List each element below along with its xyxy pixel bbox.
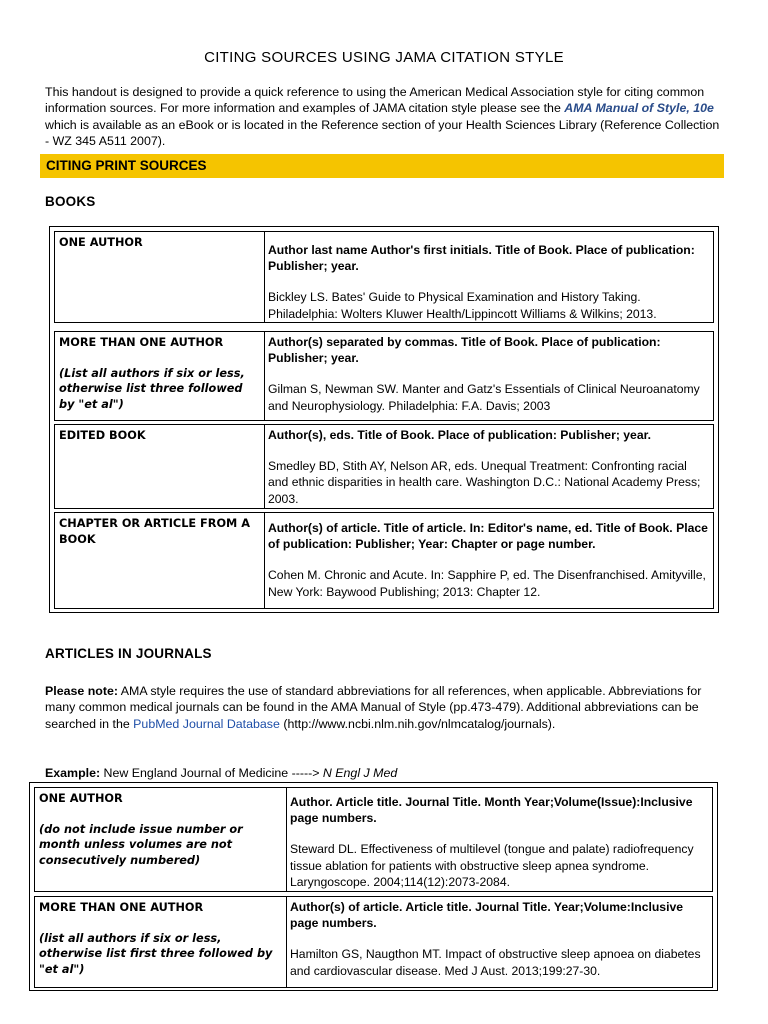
citation-format: Author(s) of article. Title of article. In: Editor's name, ed. Title of Book. Place of publication: Publisher; Year: Chapter or page number.: [268, 521, 708, 552]
row-label-note: (do not include issue number or month unless volumes are not consecutively numbered): [39, 822, 243, 867]
row-label-text: CHAPTER OR ARTICLE FROM A BOOK: [59, 517, 250, 546]
citation-example: Bickley LS. Bates' Guide to Physical Examination and History Taking. Philadelphia: Wolters Kluwer Health/Lippincott Williams & Wilkins; 2013.: [268, 290, 657, 321]
row-content: [287, 897, 712, 987]
table-row: [54, 512, 714, 609]
row-label-text: MORE THAN ONE AUTHOR: [39, 901, 204, 914]
table-row: [34, 787, 713, 892]
row-label-text: MORE THAN ONE AUTHOR: [59, 336, 224, 349]
row-label-text: ONE AUTHOR: [59, 236, 143, 249]
table-row: [54, 424, 714, 509]
row-label: [55, 232, 265, 322]
citation-format: Author(s), eds. Title of Book. Place of publication: Publisher; year.: [268, 428, 652, 442]
row-content: [265, 513, 713, 608]
citation-example: Steward DL. Effectiveness of multilevel (tongue and palate) radiofrequency tissue ablation for patients with obstructive sleep apnea syndrome. Laryngoscope. 2004;114(12):2073-2084.: [290, 842, 694, 889]
intro-text-end: which is available as an eBook or is located in the Reference section of your Health Sciences Library (Reference Collection - WZ 345 A511 2007).: [45, 117, 720, 149]
row-label-text: EDITED BOOK: [59, 429, 146, 442]
section-band: CITING PRINT SOURCES: [40, 154, 724, 178]
example-journal: New England Journal of Medicine ----->: [100, 766, 323, 780]
citation-format: Author. Article title. Journal Title. Month Year;Volume(Issue):Inclusive page numbers.: [290, 795, 693, 826]
row-label-text: ONE AUTHOR: [39, 792, 123, 805]
row-label: [55, 425, 265, 508]
intro-text: This handout is designed to provide a quick reference to using the American Medical Association style for citing common information sources. For more information and examples of JAMA citation style please see the: [45, 85, 705, 116]
row-label: [35, 897, 287, 987]
citation-example: Cohen M. Chronic and Acute. In: Sapphire P, ed. The Disenfranchised. Amityville, New York: Baywood Publishing; 2013: Chapter 12.: [268, 568, 706, 599]
citation-format: Author last name Author's first initials. Title of Book. Place of publication: Publisher; year.: [268, 243, 695, 274]
row-content: [265, 425, 713, 508]
table-row: [34, 896, 713, 988]
note-text: AMA style requires the use of standard abbreviations for all references, when applicable. Abbreviations for many common medical journals can be found in the AMA Manual of Style (pp.473-479). Additional abbreviations can be searched in the: [45, 684, 702, 731]
example-lead: Example:: [45, 766, 101, 780]
row-label: [55, 513, 265, 608]
citation-example: Gilman S, Newman SW. Manter and Gatz's Essentials of Clinical Neuroanatomy and Neurophysiology. Philadelphia: F.A. Davis; 2003: [268, 382, 700, 413]
pubmed-journal-database-link[interactable]: PubMed Journal Database: [133, 716, 280, 731]
citation-example: Hamilton GS, Naugthon MT. Impact of obstructive sleep apnoea on diabetes and cardiovascular disease. Med J Aust. 2013;199:27-30.: [290, 947, 701, 978]
articles-table: [29, 782, 718, 991]
intro-paragraph: [45, 84, 725, 150]
note-text-end: (http://www.ncbi.nlm.nih.gov/nlmcatalog/journals).: [279, 716, 556, 731]
row-label: [55, 332, 265, 420]
row-content: [265, 332, 713, 420]
citation-example: Smedley BD, Stith AY, Nelson AR, eds. Unequal Treatment: Confronting racial and ethnic disparities in health care. Washington D.C.: National Academy Press; 2003.: [268, 459, 701, 506]
page-title: CITING SOURCES USING JAMA CITATION STYLE: [204, 49, 564, 66]
note-lead: Please note:: [45, 684, 118, 698]
citation-format: Author(s) separated by commas. Title of Book. Place of publication: Publisher; year.: [268, 335, 661, 366]
row-label-note: (List all authors if six or less, otherwise list three followed by "et al"): [59, 366, 245, 411]
row-label: [35, 788, 287, 891]
citation-format: Author(s) of article. Article title. Journal Title. Year;Volume:Inclusive page numbers.: [290, 900, 684, 931]
articles-heading: ARTICLES IN JOURNALS: [45, 646, 212, 661]
abbreviation-note: [45, 683, 725, 732]
ama-manual-link[interactable]: AMA Manual of Style, 10e: [564, 101, 714, 116]
table-row: [54, 331, 714, 421]
example-line: [45, 766, 397, 780]
row-label-note: (list all authors if six or less, otherwise list first three followed by "et al"): [39, 931, 273, 976]
row-content: [287, 788, 712, 891]
books-heading: BOOKS: [45, 194, 96, 209]
row-content: [265, 232, 713, 322]
table-row: [54, 231, 714, 323]
books-table: [49, 226, 719, 613]
example-abbrev: N Engl J Med: [322, 766, 398, 780]
